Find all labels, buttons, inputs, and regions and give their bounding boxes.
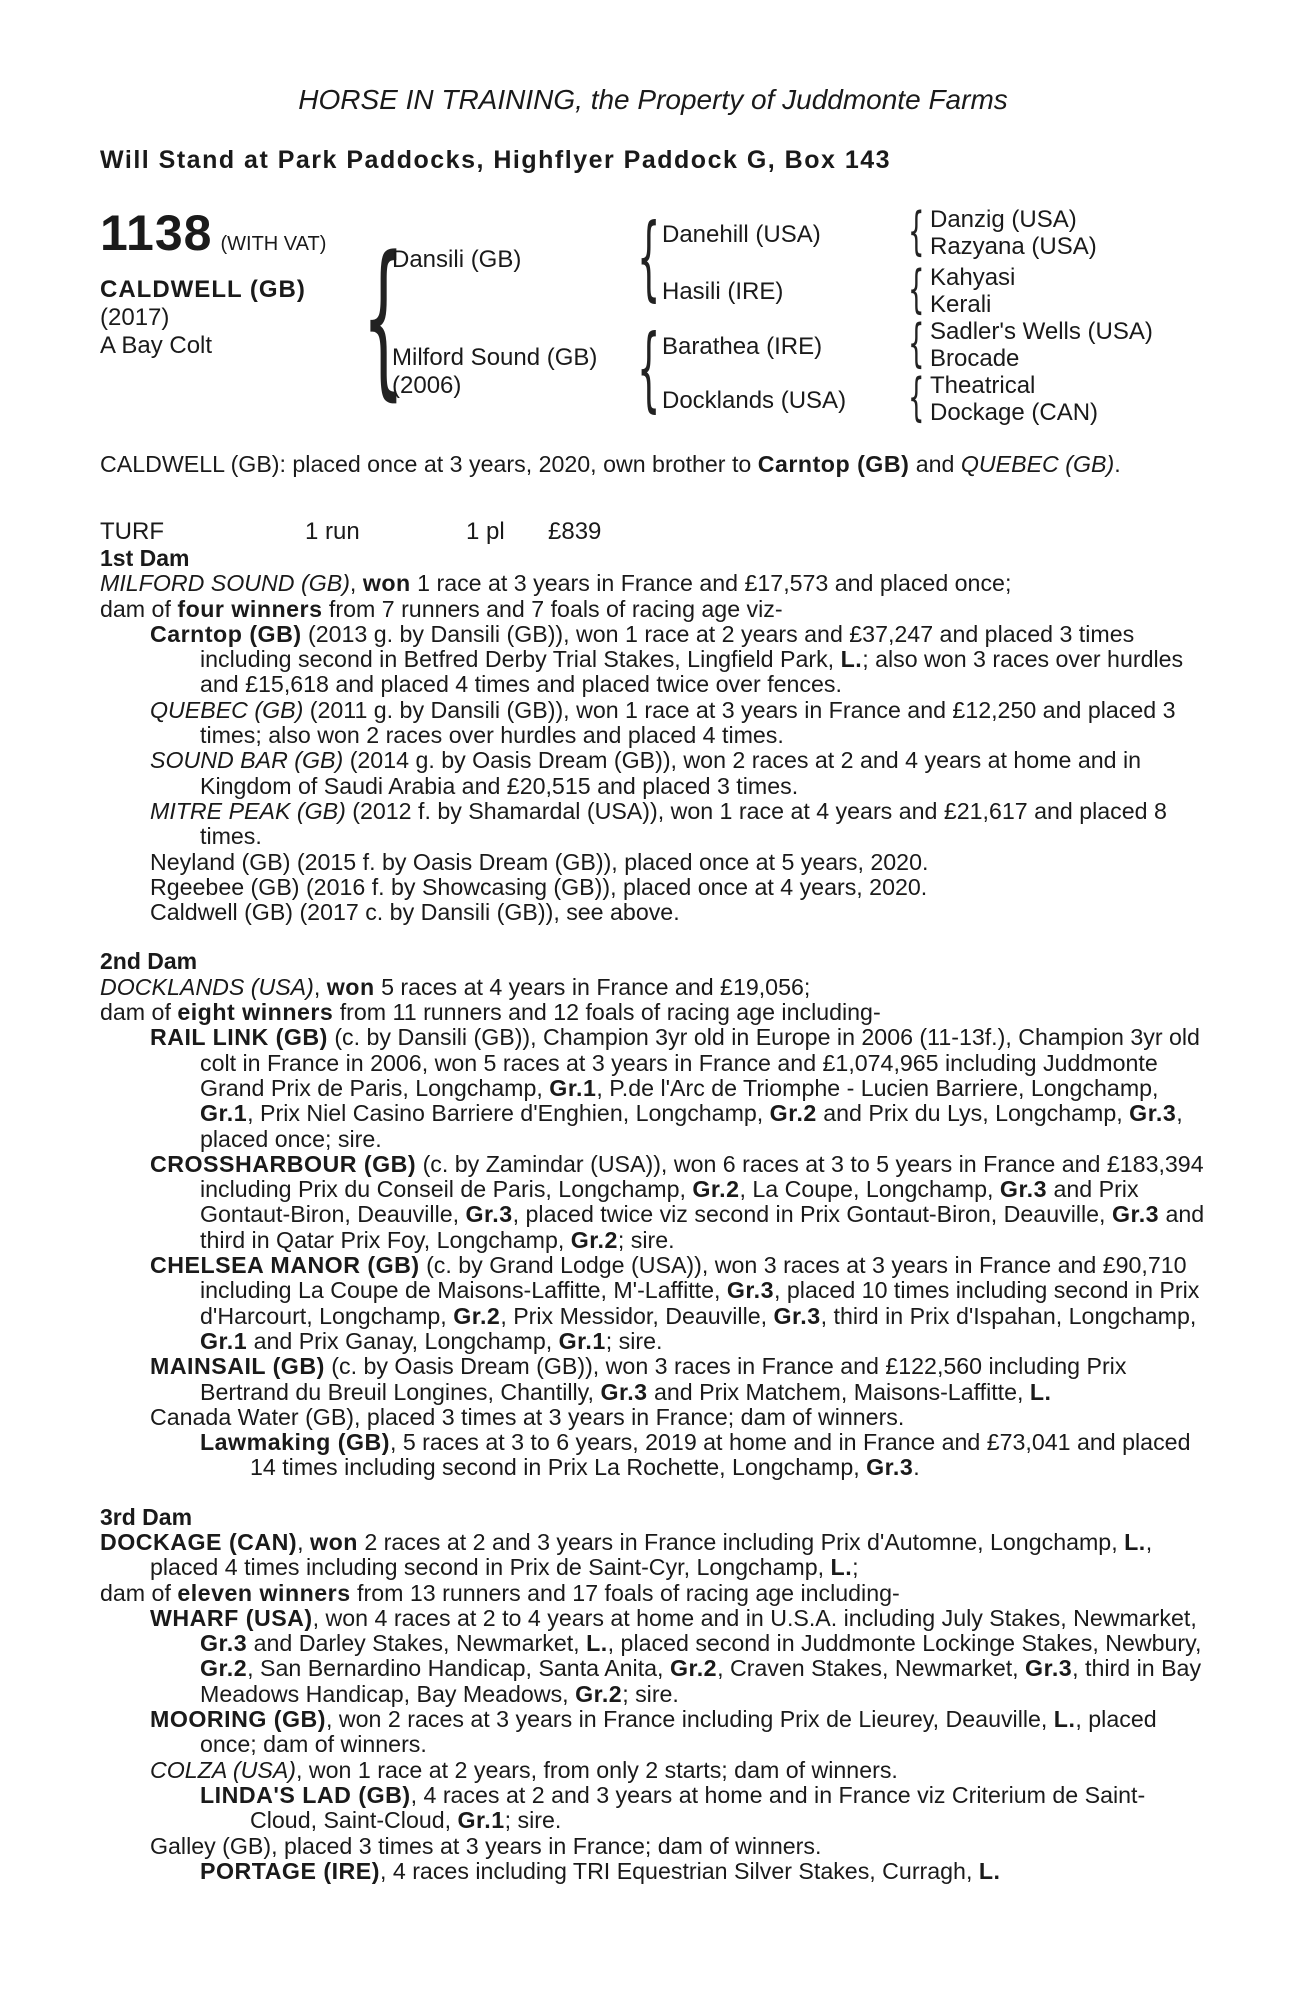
dam-line bbox=[100, 975, 1206, 1000]
produce-text: Gr.2 bbox=[570, 1226, 618, 1253]
dam-text: from 7 runners and 7 foals of racing age viz- bbox=[322, 595, 783, 622]
produce-text: L. bbox=[1029, 1378, 1052, 1405]
lot-heading bbox=[100, 204, 326, 262]
dam-line bbox=[100, 597, 1206, 622]
dam-text: eleven winners bbox=[177, 1579, 351, 1606]
produce-name: SOUND BAR (GB) bbox=[150, 747, 344, 774]
summary-text: CALDWELL (GB): placed once at 3 years, 2020, own brother to bbox=[100, 451, 758, 477]
produce-name: MAINSAIL (GB) bbox=[150, 1353, 325, 1380]
produce-text: ; sire. bbox=[504, 1807, 562, 1834]
produce-text: and Prix Gontaut-Biron, Deauville, bbox=[200, 1176, 1139, 1228]
produce-text: , 4 races at 2 and 3 years at home and in France viz Criterium de Saint-Cloud, Saint-Cloud, bbox=[250, 1781, 1146, 1834]
pedigree-brace-icon: { bbox=[908, 368, 925, 428]
record-earnings: £839 bbox=[548, 518, 602, 545]
dam-line bbox=[100, 571, 1206, 596]
produce-text: . bbox=[913, 1454, 920, 1481]
produce-text: Gr.3 bbox=[1025, 1655, 1073, 1682]
pedigree-gen3-item: Kahyasi bbox=[930, 264, 1016, 291]
produce-text: Gr.2 bbox=[453, 1302, 501, 1329]
pedigree-brace-icon: { bbox=[362, 220, 405, 416]
dam-heading: 2nd Dam bbox=[100, 948, 198, 975]
record-surface: TURF bbox=[100, 518, 164, 545]
summary-paragraph bbox=[100, 452, 1206, 477]
produce-text: , placed twice viz second in Prix Gontaut-Biron, Deauville, bbox=[512, 1201, 1112, 1228]
dam-text: from 11 runners and 12 foals of racing age including- bbox=[333, 999, 881, 1026]
pedigree-brace-icon: { bbox=[908, 202, 925, 262]
dam-line bbox=[100, 1530, 1206, 1581]
dam-text: , bbox=[349, 570, 363, 597]
produce-text: (c. by Dansili (GB)), Champion 3yr old in Europe in 2006 (11-13f.), Champion 3yr old colt in France in 2006, won 5 races at 3 years in France and £1,074,965 including Juddmonte Grand Prix de Paris, Longchamp, bbox=[200, 1024, 1200, 1101]
produce-name: Lawmaking (GB) bbox=[200, 1429, 390, 1456]
produce-name: COLZA (USA) bbox=[150, 1756, 297, 1783]
produce-entry bbox=[100, 1025, 1206, 1151]
produce-name: QUEBEC (GB) bbox=[150, 696, 304, 723]
produce-entry: Neyland (GB) (2015 f. by Oasis Dream (GB)), placed once at 5 years, 2020. bbox=[150, 848, 929, 875]
produce-text: (c. by Oasis Dream (GB)), won 3 races in France and £122,560 including Prix Bertrand du Breuil Longines, Chantilly, bbox=[200, 1353, 1127, 1405]
produce-text: , Craven Stakes, Newmarket, bbox=[717, 1655, 1026, 1682]
dam-text: , bbox=[297, 1528, 311, 1555]
pedigree-gen3-item: Razyana (USA) bbox=[930, 233, 1097, 260]
produce-text: L. bbox=[840, 646, 863, 673]
produce-entry: Rgeebee (GB) (2016 f. by Showcasing (GB)), placed once at 4 years, 2020. bbox=[150, 873, 928, 900]
horse-summary bbox=[100, 452, 1206, 477]
dam-text: won bbox=[310, 1528, 358, 1555]
produce-text: , placed once; dam of winners. bbox=[200, 1706, 1157, 1758]
produce-entry bbox=[100, 799, 1206, 850]
dam-heading: 1st Dam bbox=[100, 545, 190, 571]
produce-text: Gr.2 bbox=[669, 1655, 718, 1682]
produce-text: , Prix Messidor, Deauville, bbox=[500, 1302, 774, 1329]
produce-entry: Galley (GB), placed 3 times at 3 years in France; dam of winners. bbox=[150, 1832, 822, 1859]
pedigree-gen3-item: Danzig (USA) bbox=[930, 206, 1077, 233]
dam-text: 2 races at 2 and 3 years in France including Prix d'Automne, Longchamp, bbox=[357, 1528, 1125, 1555]
produce-entry bbox=[100, 1606, 1206, 1707]
dam-name: DOCKAGE (CAN) bbox=[100, 1528, 298, 1555]
dam-name: DOCKLANDS (USA) bbox=[100, 973, 314, 1000]
produce-text: (2011 g. by Dansili (GB)), won 1 race at 3 years in France and £12,250 and placed 3 times; also won 2 races over hurdles and placed 4 times. bbox=[200, 696, 1176, 749]
pedigree-gen3-item: Theatrical bbox=[930, 372, 1036, 399]
produce-text: , third in Prix d'Ispahan, Longchamp, bbox=[820, 1302, 1197, 1329]
stand-location: Will Stand at Park Paddocks, Highflyer Paddock G, Box 143 bbox=[100, 146, 892, 174]
pedigree-brace-icon: { bbox=[908, 260, 925, 320]
produce-text: L. bbox=[586, 1630, 608, 1657]
family-notes bbox=[100, 546, 1206, 1884]
produce-entry bbox=[100, 622, 1206, 698]
pedigree-brace-icon: { bbox=[637, 315, 661, 422]
page-header-title: HORSE IN TRAINING, the Property of Juddmonte Farms bbox=[298, 84, 1008, 115]
produce-entry bbox=[100, 1707, 1206, 1758]
produce-text: Gr.3 bbox=[726, 1277, 775, 1304]
produce-entry bbox=[100, 1859, 1206, 1884]
produce-text: ; also won 3 races over hurdles and £15,618 and placed 4 times and placed twice over fences. bbox=[200, 646, 1184, 698]
produce-text: Gr.3 bbox=[773, 1302, 821, 1329]
produce-text: , won 2 races at 3 years in France including Prix de Lieurey, Deauville, bbox=[326, 1706, 1054, 1733]
record-runs: 1 run bbox=[305, 518, 360, 545]
produce-text: ; sire. bbox=[617, 1226, 675, 1253]
pedigree-gen2-item: Docklands (USA) bbox=[662, 387, 847, 414]
pedigree-gen2-item: Danehill (USA) bbox=[662, 221, 821, 248]
pedigree-sire: Dansili (GB) bbox=[392, 246, 522, 273]
produce-text: (2012 f. by Shamardal (USA)), won 1 race at 4 years and £21,617 and placed 8 times. bbox=[200, 797, 1167, 850]
dam-text: won bbox=[326, 973, 375, 1000]
sibling-name: QUEBEC (GB) bbox=[960, 451, 1115, 477]
produce-text: Gr.2 bbox=[769, 1100, 817, 1127]
produce-text: , placed once; sire. bbox=[200, 1100, 1183, 1152]
produce-entry bbox=[100, 1354, 1206, 1405]
produce-text: Gr.3 bbox=[465, 1201, 513, 1228]
produce-text: , San Bernardino Handicap, Santa Anita, bbox=[247, 1655, 670, 1682]
produce-text: , Prix Niel Casino Barriere d'Enghien, Longchamp, bbox=[247, 1100, 770, 1127]
horse-year: (2017) bbox=[100, 304, 170, 331]
produce-text: Gr.2 bbox=[692, 1176, 740, 1203]
pedigree-gen3-item: Brocade bbox=[930, 345, 1020, 372]
produce-text: Gr.1 bbox=[558, 1327, 606, 1354]
produce-name: MOORING (GB) bbox=[150, 1706, 327, 1733]
produce-text: , P.de l'Arc de Triomphe - Lucien Barriere, Longchamp, bbox=[596, 1074, 1159, 1101]
dam-text: , bbox=[313, 973, 327, 1000]
produce-entry bbox=[100, 1253, 1206, 1354]
horse-description: A Bay Colt bbox=[100, 332, 213, 359]
produce-text: , 5 races at 3 to 6 years, 2019 at home and in France and £73,041 and placed 14 times including second in Prix La Rochette, Longchamp, bbox=[250, 1429, 1191, 1481]
dam-text: dam of bbox=[100, 1579, 178, 1606]
pedigree-gen3-item: Dockage (CAN) bbox=[930, 399, 1099, 426]
produce-entry bbox=[100, 1430, 1206, 1481]
produce-text: Gr.3 bbox=[600, 1378, 648, 1405]
produce-entry bbox=[100, 1152, 1206, 1253]
dam-line bbox=[100, 1581, 1206, 1606]
produce-text: , 4 races including TRI Equestrian Silver Stakes, Curragh, bbox=[379, 1857, 979, 1884]
produce-text: and Darley Stakes, Newmarket, bbox=[247, 1630, 587, 1657]
dam-name: MILFORD SOUND (GB) bbox=[100, 570, 350, 597]
produce-text: and third in Qatar Prix Foy, Longchamp, bbox=[200, 1201, 1205, 1253]
produce-text: , La Coupe, Longchamp, bbox=[739, 1176, 1000, 1203]
produce-text: Gr.1 bbox=[200, 1327, 248, 1354]
produce-text: Gr.1 bbox=[457, 1807, 505, 1834]
produce-text: , third in Bay Meadows Handicap, Bay Meadows, bbox=[200, 1655, 1202, 1707]
produce-text: and Prix du Lys, Longchamp, bbox=[816, 1100, 1130, 1127]
pedigree-gen3-item: Sadler's Wells (USA) bbox=[930, 318, 1153, 345]
dam-text: 5 races at 4 years in France and £19,056; bbox=[374, 973, 811, 1000]
dam-text: eight winners bbox=[177, 999, 334, 1026]
dam-text: L. bbox=[830, 1554, 853, 1581]
produce-text: and Prix Matchem, Maisons-Laffitte, bbox=[647, 1378, 1030, 1405]
produce-name: Carntop (GB) bbox=[150, 620, 302, 647]
produce-entry bbox=[100, 1783, 1206, 1834]
record-places: 1 pl bbox=[466, 518, 505, 545]
dam-text: dam of bbox=[100, 595, 178, 622]
lot-number: 1138 bbox=[100, 205, 213, 261]
produce-text: (c. by Zamindar (USA)), won 6 races at 3 to 5 years in France and £183,394 including Prix du Conseil de Paris, Longchamp, bbox=[200, 1150, 1204, 1203]
produce-name: LINDA'S LAD (GB) bbox=[200, 1781, 411, 1808]
produce-name: PORTAGE (IRE) bbox=[200, 1857, 380, 1884]
dam-text: four winners bbox=[177, 595, 323, 622]
produce-entry: Caldwell (GB) (2017 c. by Dansili (GB)), see above. bbox=[150, 899, 680, 926]
produce-entry bbox=[100, 1758, 1206, 1783]
produce-name: MITRE PEAK (GB) bbox=[150, 797, 346, 824]
produce-text: , won 4 races at 2 to 4 years at home and in U.S.A. including July Stakes, Newmarket, bbox=[312, 1604, 1197, 1631]
dam-text: dam of bbox=[100, 999, 178, 1026]
produce-text: , won 1 race at 2 years, from only 2 starts; dam of winners. bbox=[296, 1756, 898, 1783]
produce-text: Gr.1 bbox=[200, 1100, 248, 1127]
produce-text: Gr.3 bbox=[1111, 1201, 1160, 1228]
produce-text: L. bbox=[978, 1857, 1001, 1884]
dam-heading: 3rd Dam bbox=[100, 1503, 193, 1530]
dam-text: won bbox=[362, 570, 411, 597]
produce-text: Gr.3 bbox=[1129, 1100, 1177, 1127]
produce-name: CHELSEA MANOR (GB) bbox=[150, 1252, 420, 1279]
horse-name: CALDWELL (GB) bbox=[100, 276, 306, 303]
pedigree-gen2-item: Barathea (IRE) bbox=[662, 333, 823, 360]
produce-name: WHARF (USA) bbox=[150, 1604, 313, 1631]
produce-text: , placed second in Juddmonte Lockinge Stakes, Newbury, bbox=[607, 1630, 1202, 1657]
produce-name: CROSSHARBOUR (GB) bbox=[150, 1150, 417, 1177]
dam-line bbox=[100, 1000, 1206, 1025]
dam-text: , placed 4 times including second in Prix de Saint-Cyr, Longchamp, bbox=[150, 1528, 1153, 1581]
produce-text: and Prix Ganay, Longchamp, bbox=[247, 1327, 559, 1354]
pedigree-gen3-item: Kerali bbox=[930, 291, 992, 318]
lot-vat-note: (WITH VAT) bbox=[220, 233, 327, 255]
produce-text: Gr.1 bbox=[549, 1074, 597, 1101]
produce-text: Gr.3 bbox=[200, 1630, 248, 1657]
sibling-name: Carntop (GB) bbox=[757, 451, 910, 477]
produce-text: L. bbox=[1053, 1706, 1076, 1733]
pedigree-brace-icon: { bbox=[637, 204, 661, 311]
pedigree-gen2-item: Hasili (IRE) bbox=[662, 278, 784, 305]
dam-text: 1 race at 3 years in France and £17,573 and placed once; bbox=[410, 570, 1012, 597]
dam-text: from 13 runners and 17 foals of racing age including- bbox=[350, 1579, 900, 1606]
dam-text: L. bbox=[1124, 1528, 1146, 1555]
produce-text: (c. by Grand Lodge (USA)), won 3 races at 3 years in France and £90,710 including La Coupe de Maisons-Laffitte, M'-Laffitte, bbox=[200, 1252, 1187, 1304]
produce-text: Gr.2 bbox=[575, 1680, 623, 1707]
produce-text: Gr.3 bbox=[999, 1176, 1048, 1203]
produce-text: Gr.3 bbox=[866, 1454, 914, 1481]
produce-text: , placed 10 times including second in Prix d'Harcourt, Longchamp, bbox=[200, 1277, 1200, 1329]
pedigree-brace-icon: { bbox=[908, 314, 925, 374]
produce-entry: Canada Water (GB), placed 3 times at 3 years in France; dam of winners. bbox=[150, 1403, 905, 1430]
produce-text: (2013 g. by Dansili (GB)), won 1 race at 2 years and £37,247 and placed 3 times including second in Betfred Derby Trial Stakes, Lingfield Park, bbox=[200, 620, 1135, 673]
produce-text: ; sire. bbox=[605, 1327, 663, 1354]
pedigree-dam-year: (2006) bbox=[392, 372, 462, 399]
produce-text: Gr.2 bbox=[200, 1655, 248, 1682]
dam-text: ; bbox=[852, 1554, 859, 1581]
summary-text: and bbox=[909, 451, 961, 477]
produce-text: ; sire. bbox=[622, 1680, 679, 1707]
produce-entry bbox=[100, 748, 1206, 799]
produce-entry bbox=[100, 698, 1206, 749]
produce-text: (2014 g. by Oasis Dream (GB)), won 2 races at 2 and 4 years at home and in Kingdom of Saudi Arabia and £20,515 and placed 3 times. bbox=[200, 747, 1142, 799]
produce-name: RAIL LINK (GB) bbox=[150, 1024, 328, 1051]
pedigree-dam: Milford Sound (GB) bbox=[392, 344, 598, 371]
summary-text: . bbox=[1114, 451, 1121, 477]
